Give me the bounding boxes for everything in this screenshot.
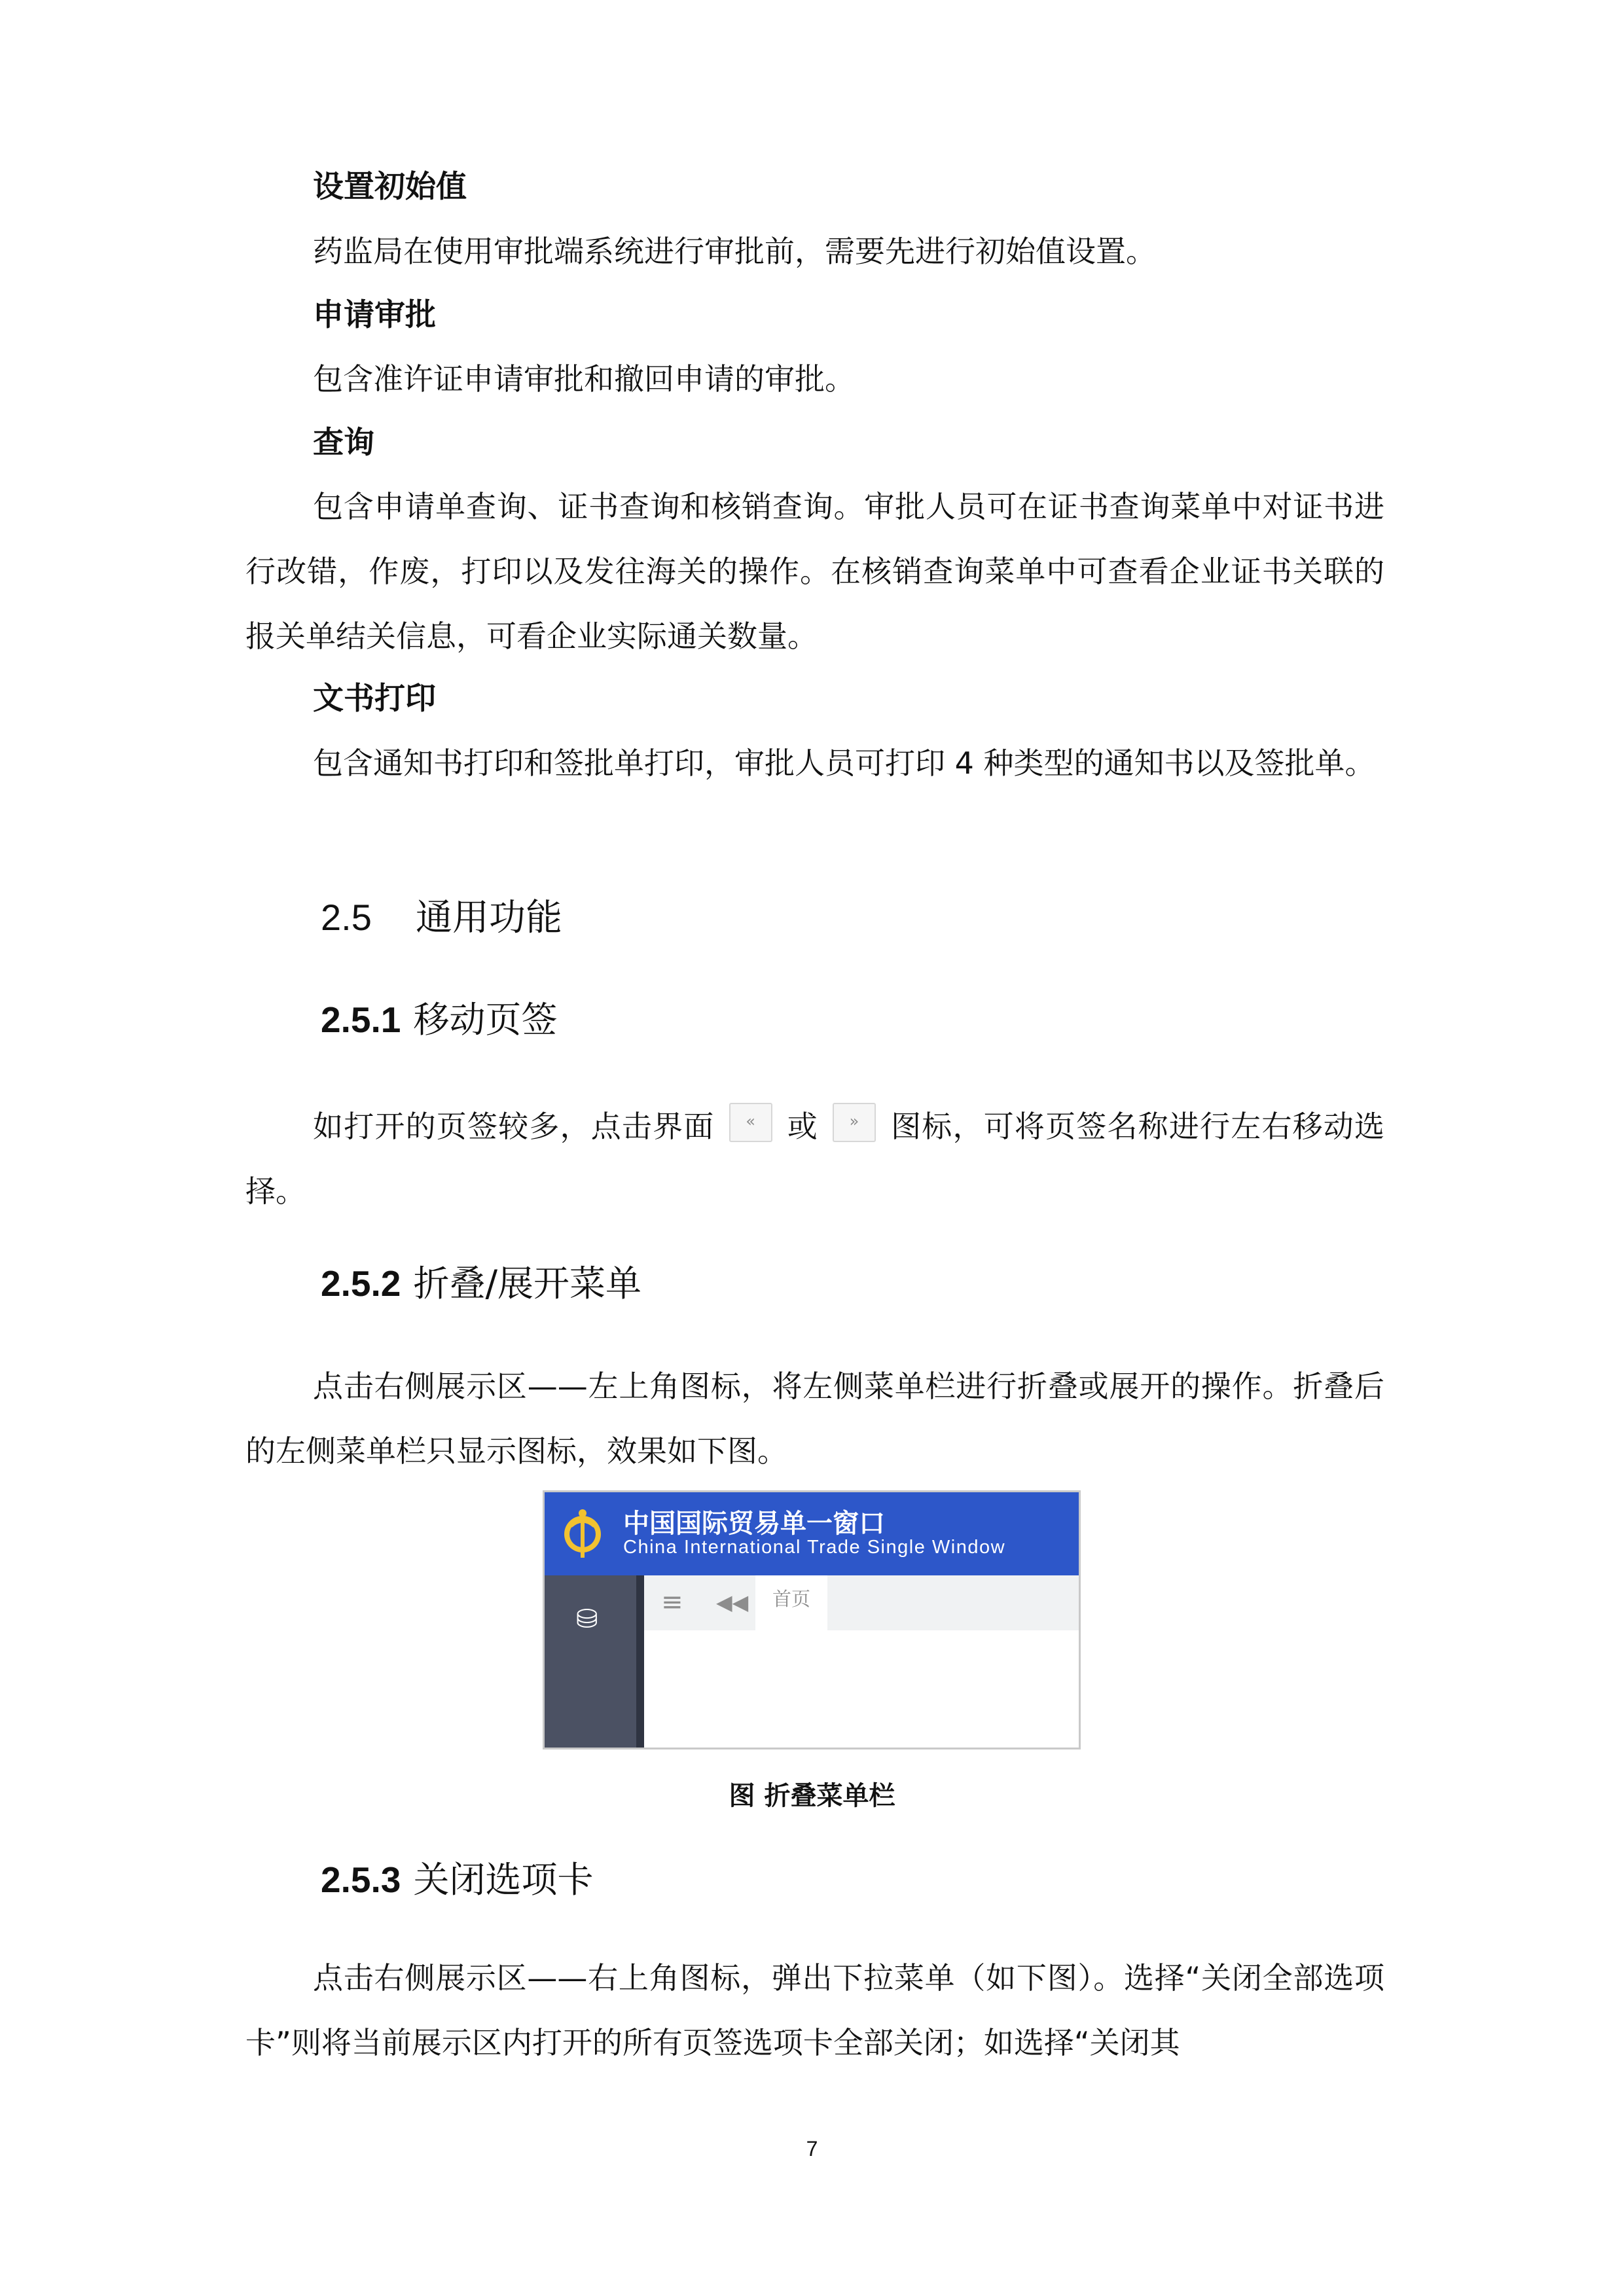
section-number: 2.5.2 xyxy=(321,1263,401,1304)
paragraph-init: 药监局在使用审批端系统进行审批前，需要先进行初始值设置。 xyxy=(313,234,1156,269)
figure-title-en: China International Trade Single Window xyxy=(623,1537,1006,1558)
figure-caption: 图 折叠菜单栏 xyxy=(729,1781,895,1811)
figure-title-cn: 中国国际贸易单一窗口 xyxy=(623,1509,885,1539)
figure-collapsed-menu xyxy=(543,1490,1081,1749)
section-title: 移动页签 xyxy=(413,999,558,1041)
paragraph-move-tabs xyxy=(245,1094,1384,1224)
heading-print: 文书打印 xyxy=(313,681,436,717)
text-part: 或 xyxy=(786,1109,818,1144)
section-heading-2-5-1 xyxy=(321,997,1460,1043)
paragraph-fold-menu: 点击右侧展示区——左上角图标，将左侧菜单栏进行折叠或展开的操作。折叠后的左侧菜单栏只显示图标，效果如下图。 xyxy=(245,1369,1384,1469)
double-chevron-left-icon: « xyxy=(729,1103,772,1142)
paragraph-close-tabs: 点击右侧展示区——右上角图标，弹出下拉菜单（如下图）。选择“关闭全部选项卡”则将当前展示区内打开的所有页签选项卡全部关闭；如选择“关闭其 xyxy=(245,1960,1384,2060)
text-part: 如打开的页签较多，点击界面 xyxy=(313,1109,715,1144)
double-chevron-right-icon: » xyxy=(833,1103,876,1142)
figure-header xyxy=(545,1492,1079,1575)
section-title: 关闭选项卡 xyxy=(413,1859,594,1901)
cubes-icon[interactable]: ⛁ xyxy=(576,1604,598,1634)
paragraph-query: 包含申请单查询、证书查询和核销查询。审批人员可在证书查询菜单中对证书进行改错，作废，打印以及发往海关的操作。在核销查询菜单中可查看企业证书关联的报关单结关信息，可看企业实际通关数量。 xyxy=(245,489,1384,654)
collapsed-sidebar xyxy=(545,1575,641,1749)
section-heading-2-5-2 xyxy=(321,1261,1460,1306)
heading-query: 查询 xyxy=(313,425,374,461)
section-heading-2-5 xyxy=(321,895,1460,941)
section-title: 折叠/展开菜单 xyxy=(413,1263,642,1304)
section-title: 通用功能 xyxy=(416,897,562,939)
customs-logo-icon xyxy=(562,1508,604,1560)
section-heading-2-5-3 xyxy=(321,1857,1460,1903)
section-number: 2.5.1 xyxy=(321,999,401,1040)
text-part: 图标，可将页签名称进行左右移动选择。 xyxy=(245,1109,1385,1209)
heading-apply: 申请审批 xyxy=(313,297,436,333)
section-number: 2.5 xyxy=(321,897,372,938)
tab-toolbar xyxy=(644,1575,1081,1630)
paragraph-apply: 包含准许证申请审批和撤回申请的审批。 xyxy=(313,361,855,397)
page-number: 7 xyxy=(806,2137,818,2161)
double-chevron-left-icon[interactable]: ◀◀ xyxy=(716,1590,749,1615)
sidebar-edge xyxy=(636,1575,644,1749)
heading-init: 设置初始值 xyxy=(313,169,467,205)
tab-home[interactable]: 首页 xyxy=(755,1575,827,1630)
hamburger-menu-icon[interactable]: ≡ xyxy=(661,1587,683,1617)
section-number: 2.5.3 xyxy=(321,1859,401,1900)
paragraph-print: 包含通知书打印和签批单打印，审批人员可打印 4 种类型的通知书以及签批单。 xyxy=(313,745,1375,781)
